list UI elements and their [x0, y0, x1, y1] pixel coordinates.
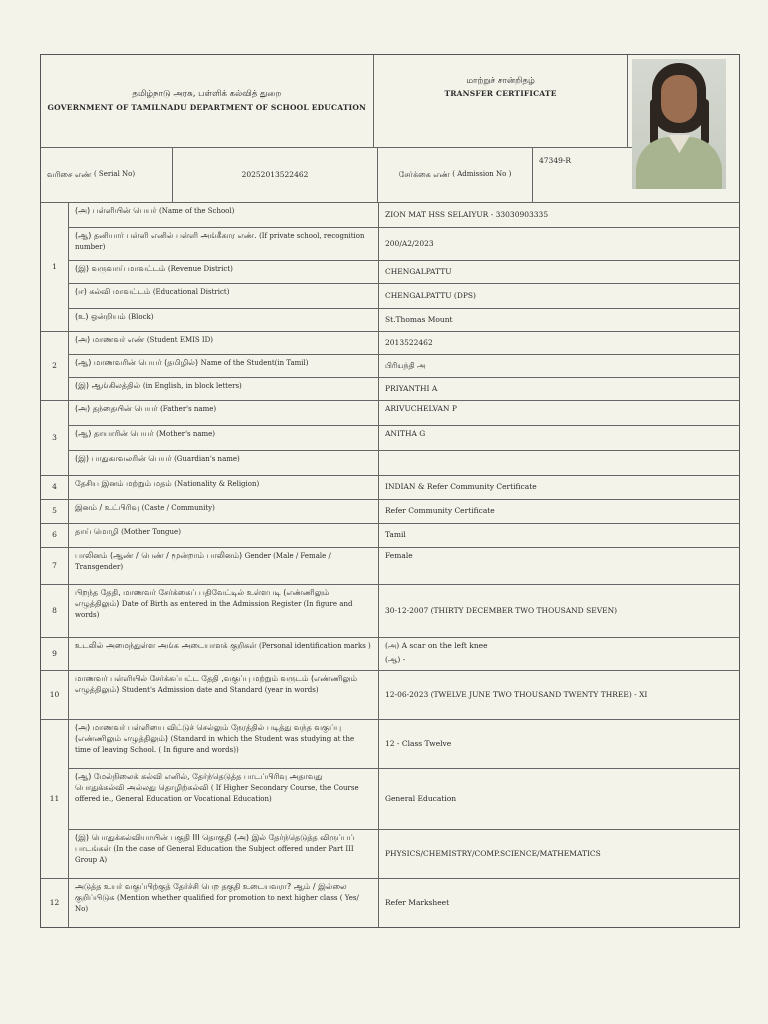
row-group-12 — [41, 878, 739, 927]
field-value — [378, 309, 739, 331]
field-label-tamil: (ஆ) மேல்நிலைக் கல்வி எனில், தேர்ந்தெடுத்த பாடப்பிரிவு அதாவது பொதுக்கல்வி அல்லது தொழிற்கல்வி — [75, 772, 323, 792]
field-label — [69, 830, 378, 878]
admission-label-english: ( Admission No ) — [452, 170, 512, 179]
field-row — [69, 638, 739, 670]
row-group-2 — [41, 331, 739, 400]
row-number: 4 — [52, 482, 57, 492]
field-label-tamil: (ஆ) தாயாரின் பெயர் — [75, 429, 154, 438]
field-label-tamil: (அ) தந்தையின் பெயர் — [75, 404, 158, 413]
field-row — [69, 879, 739, 927]
field-label-tamil: (அ) பள்ளியின் பெயர் — [75, 206, 157, 215]
field-label-english: (Revenue District) — [167, 265, 233, 273]
field-value-text: 30-12-2007 (THIRTY DECEMBER TWO THOUSAND SEVEN) — [385, 605, 618, 615]
field-label-tamil: (ஆ) தனியார் பள்ளி எனில் பள்ளி அங்கீகார எண். — [75, 231, 257, 240]
field-value — [378, 426, 739, 450]
field-label — [69, 451, 378, 475]
field-row — [69, 476, 739, 499]
field-label-tamil: (இ) வருவாய் மாவட்டம் — [75, 264, 166, 273]
row-number: 8 — [52, 605, 57, 615]
field-value-text: CHENGALPATTU (DPS) — [385, 290, 476, 300]
field-label-english: (Student EMIS ID) — [146, 336, 214, 344]
certificate-header — [41, 55, 739, 147]
row-group-11 — [41, 719, 739, 878]
department-title-tamil: தமிழ்நாடு அரசு, பள்ளிக் கல்வித் துறை — [132, 89, 282, 100]
field-value-text: 12 - Class Twelve — [385, 738, 452, 748]
row-group-5 — [41, 499, 739, 523]
field-value-text: ANITHA G — [385, 429, 426, 438]
row-number: 1 — [52, 261, 57, 271]
field-label — [69, 769, 378, 829]
field-label — [69, 203, 378, 227]
admission-value — [532, 148, 635, 202]
field-row — [69, 260, 739, 283]
field-value-text: Refer Marksheet — [385, 897, 450, 907]
field-label — [69, 638, 378, 670]
field-label — [69, 228, 378, 260]
field-label-tamil: பிறந்த தேதி, மாணவர் சேர்க்கைப் பதிவேட்டில் உள்ளபடி (எண்ணிலும் எழுத்திலும்) — [75, 588, 330, 608]
field-label-tamil: பாலினம் (ஆண் / பெண் / மூன்றாம் பாலினம்) — [75, 551, 243, 560]
row-group-6 — [41, 523, 739, 547]
field-label — [69, 585, 378, 637]
field-label-tamil: அடுத்த உயர் வகுப்பிற்குத் தேர்ச்சி பெற தகுதி உடையவரா? ஆம் / இல்லை குறிப்பிடுக — [75, 882, 347, 902]
field-row — [69, 450, 739, 475]
field-label-english: (Guardian's name) — [174, 455, 240, 463]
field-label-english: (Block) — [128, 313, 154, 321]
field-label-english: (Mention whether qualified for promotion to next higher class ( Yes/ No) — [75, 893, 359, 913]
field-label — [69, 426, 378, 450]
field-value — [378, 524, 739, 547]
field-row — [69, 401, 739, 425]
field-value — [378, 261, 739, 283]
field-value — [378, 830, 739, 878]
row-group-4 — [41, 475, 739, 499]
field-value-text: PHYSICS/CHEMISTRY/COMP.SCIENCE/MATHEMATICS — [385, 848, 601, 858]
field-value-text: ZION MAT HSS SELAIYUR - 33030903335 — [385, 209, 549, 219]
field-label-english: (Caste / Community) — [141, 504, 215, 512]
row-number: 10 — [49, 689, 60, 699]
field-label — [69, 309, 378, 331]
row-group-1 — [41, 202, 739, 331]
field-value-text: CHENGALPATTU — [385, 266, 452, 276]
field-value — [378, 284, 739, 308]
field-row — [69, 548, 739, 584]
field-label-english: (Mother's name) — [156, 430, 216, 438]
field-row — [69, 283, 739, 308]
field-value-text: St.Thomas Mount — [385, 314, 453, 324]
field-value — [378, 879, 739, 927]
row-group-8 — [41, 584, 739, 637]
field-value-text: 200/A2/2023 — [385, 238, 434, 248]
field-label-english: (in English, in block letters) — [142, 382, 242, 390]
row-number: 7 — [52, 560, 57, 570]
field-label-english: (In the case of General Education the Subject offered under Part III Group A) — [75, 844, 354, 864]
field-label-english: (Personal identification marks ) — [259, 642, 371, 650]
field-label-tamil: (ஈ) கல்வி மாவட்டம் — [75, 287, 151, 296]
field-label-tamil: (இ) பொதுக்கல்வியாயின் பகுதி III தொகுதி (அ) இல் தேர்ந்தெடுத்த விருப்பப் பாடங்கள் — [75, 833, 355, 853]
field-label-tamil: (அ) மாணவர் பள்ளியை விட்டுச் செல்லும் நேரத்தில் படித்து வந்த வகுப்பு (எண்ணிலும் எழுத்திலும்) — [75, 723, 342, 743]
field-label-english: Date of Birth as entered in the Admission Register (In figure and words) — [75, 599, 353, 619]
field-value — [378, 638, 739, 670]
row-group-10 — [41, 670, 739, 719]
field-label-tamil: தேசிய இனம் மற்றும் மதம் — [75, 479, 172, 488]
field-value — [378, 500, 739, 523]
department-title-english: GOVERNMENT OF TAMILNADU DEPARTMENT OF SCHOOL EDUCATION — [47, 102, 367, 112]
field-label — [69, 500, 378, 523]
field-value — [378, 548, 739, 584]
admission-label-tamil: சேர்க்கை எண் — [398, 169, 450, 179]
field-label-tamil: (அ) மாணவர் எண் — [75, 335, 145, 344]
field-label-english: ( If Higher Secondary Course, the Course offered ie., General Education or Vocational Education) — [75, 783, 359, 803]
field-value-text: Tamil — [385, 530, 406, 540]
field-label-english: (Father's name) — [160, 405, 217, 413]
field-value — [378, 355, 739, 377]
field-row — [69, 425, 739, 450]
field-label-english: (Name of the School) — [158, 207, 235, 215]
certificate-title-english: TRANSFER CERTIFICATE — [444, 89, 557, 99]
field-label-english: (If private school, recognition number) — [75, 232, 365, 251]
transfer-certificate — [40, 54, 740, 928]
field-value — [378, 585, 739, 637]
field-row — [69, 203, 739, 227]
field-label-tamil: இனம் / உட்பிரிவு — [75, 503, 140, 512]
field-value — [378, 769, 739, 829]
field-value-text: General Education — [385, 793, 457, 803]
student-photo — [632, 59, 726, 189]
field-value — [378, 401, 739, 425]
field-label-tamil: தாய் மொழி — [75, 527, 119, 536]
serial-value — [172, 148, 377, 202]
field-value — [378, 332, 739, 354]
field-value-text: 12-06-2023 (TWELVE JUNE TWO THOUSAND TWENTY THREE) - XI — [385, 689, 648, 699]
field-row — [69, 768, 739, 829]
field-value — [378, 720, 739, 768]
field-label-english: Student's Admission date and Standard (year in words) — [121, 685, 319, 694]
row-number: 9 — [52, 648, 57, 658]
photo-cell — [627, 55, 739, 147]
field-label — [69, 261, 378, 283]
field-value — [378, 451, 739, 475]
field-row — [69, 308, 739, 331]
field-label — [69, 476, 378, 499]
serial-label-tamil: வரிசை எண் — [47, 169, 92, 179]
department-title — [41, 55, 373, 147]
field-value-text: PRIYANTHI A — [385, 383, 438, 393]
field-label — [69, 671, 378, 719]
field-label-english: Name of the Student(in Tamil) — [200, 359, 309, 367]
field-value — [378, 671, 739, 719]
field-row — [69, 377, 739, 400]
field-row — [69, 829, 739, 878]
field-value-text-2: (ஆ) - — [385, 655, 406, 665]
field-row — [69, 500, 739, 523]
field-value — [378, 476, 739, 499]
row-number: 5 — [52, 506, 57, 516]
row-group-3 — [41, 400, 739, 475]
field-value-text: ARIVUCHELVAN P — [385, 404, 457, 413]
admission-number: 47349-R — [539, 156, 572, 165]
field-value — [378, 203, 739, 227]
field-row — [69, 671, 739, 719]
certificate-title — [373, 55, 628, 147]
serial-row — [41, 147, 635, 202]
certificate-rows — [41, 202, 739, 927]
field-label-tamil: (இ) பாதுகாவலரின் பெயர் — [75, 454, 172, 463]
field-value-text: (அ) A scar on the left knee — [385, 641, 488, 650]
field-value — [378, 228, 739, 260]
field-label — [69, 284, 378, 308]
field-value-text: INDIAN & Refer Community Certificate — [385, 482, 537, 492]
serial-number: 20252013522462 — [241, 169, 309, 179]
field-row — [69, 585, 739, 637]
field-label — [69, 524, 378, 547]
row-number: 3 — [52, 432, 57, 442]
field-label-tamil: மாணவர் பள்ளியில் சேர்க்கப்பட்ட தேதி ,வகுப்பு மற்றும் வருடம் (எண்ணிலும் எழுத்திலும்) — [75, 674, 358, 694]
field-row — [69, 720, 739, 768]
row-number: 6 — [52, 530, 57, 540]
field-row — [69, 227, 739, 260]
field-row — [69, 524, 739, 547]
field-value-text: Refer Community Certificate — [385, 506, 495, 516]
field-label-english: (Nationality & Religion) — [174, 480, 260, 488]
field-label — [69, 355, 378, 377]
field-value-text: பிரியந்தி அ — [385, 360, 426, 370]
field-label — [69, 332, 378, 354]
row-number: 2 — [52, 360, 57, 370]
row-group-9 — [41, 637, 739, 670]
serial-label — [41, 148, 172, 202]
admission-label — [377, 148, 532, 202]
field-value-text: Female — [385, 551, 413, 560]
field-row — [69, 354, 739, 377]
field-value-text: 2013522462 — [385, 337, 433, 347]
certificate-title-tamil: மாற்றுச் சான்றிதழ் — [466, 75, 535, 86]
row-group-7 — [41, 547, 739, 584]
field-label-tamil: (உ) ஒன்றியம் — [75, 312, 126, 321]
field-label-english: Gender (Male / Female / Transgender) — [75, 552, 331, 571]
row-number: 12 — [49, 897, 60, 907]
field-label — [69, 879, 378, 927]
serial-label-english: ( Serial No) — [93, 170, 136, 179]
field-label — [69, 401, 378, 425]
field-row — [69, 332, 739, 354]
field-label-english: (Standard in which the Student was studying at the time of leaving School. ( In figure and words)) — [75, 734, 355, 754]
field-label-english: (Mother Tongue) — [121, 528, 181, 536]
field-label-tamil: (இ) ஆங்கிலத்தில் — [75, 381, 141, 390]
field-label-tamil: (ஆ) மாணவரின் பெயர் (தமிழில்) — [75, 358, 199, 367]
field-label — [69, 720, 378, 768]
row-number: 11 — [49, 793, 60, 803]
field-value — [378, 378, 739, 400]
field-label-english: (Educational District) — [152, 288, 230, 296]
field-label — [69, 548, 378, 584]
field-label — [69, 378, 378, 400]
field-label-tamil: உடலில் அமைந்துள்ள அங்க அடையாளக் குறிகள் — [75, 641, 257, 650]
